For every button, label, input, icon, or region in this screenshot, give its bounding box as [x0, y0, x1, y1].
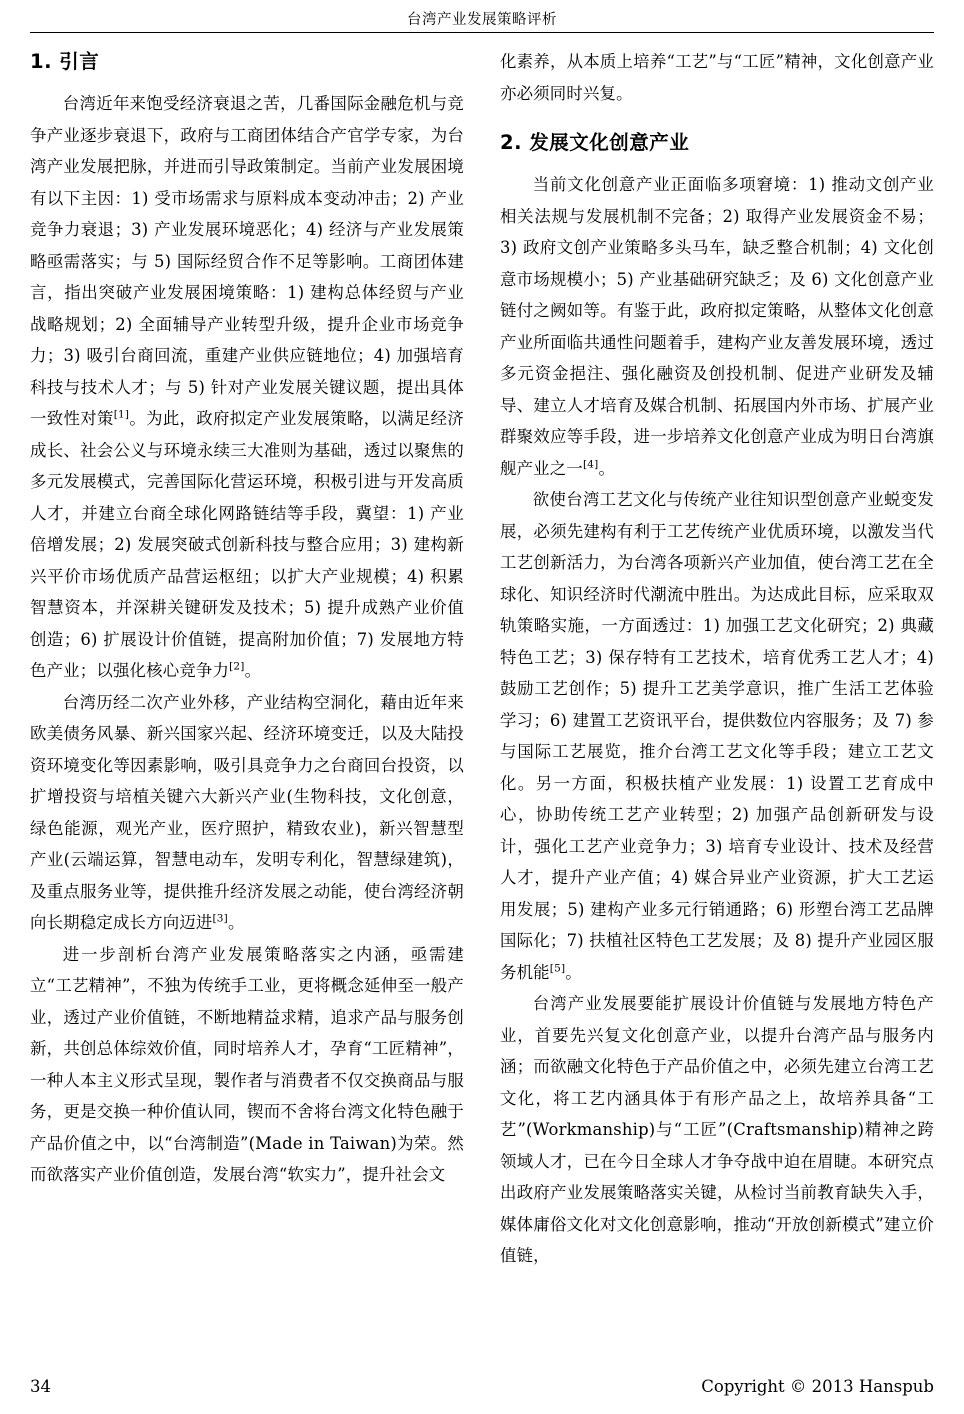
continued-paragraph: 化素养，从本质上培养“工艺”与“工匠”精神，文化创意产业亦必须同时兴复。: [500, 52, 934, 103]
paragraph: 台湾历经二次产业外移，产业结构空洞化，藉由近年来欧美债务风暴、新兴国家兴起、经济环境变迁，以及大陆投资环境变化等因素影响，吸引具竞争力之台商回台投资，以扩增投资与培植关键六大新兴产业(生物科技，文化创意，绿色能源，观光产业，医疗照护，精致农业)，新兴智慧型产业(云端运算，智慧电动车，发明专利化，智慧绿建筑)，及重点服务业等，提供推升经济发展之动能，使台湾经济朝向长期稳定成长方向迈进[3]。: [30, 692, 464, 932]
left-column: [30, 46, 464, 1342]
running-head: 台湾产业发展策略评析: [407, 12, 557, 28]
page-footer: [30, 1377, 934, 1396]
two-column-body: [30, 46, 934, 1342]
paragraph: 当前文化创意产业正面临多项窘境：1) 推动文创产业相关法规与发展机制不完备；2) 取得产业发展资金不易；3) 政府文创产业策略多头马车，缺乏整合机制；4) 文化创意市场规模小；5) 产业基础研究缺乏；及 6) 文化创意产业链付之阙如等。有鉴于此，政府拟定策略，从整体文化创意产业所面临共通性问题着手，建构产业友善发展环境，透过多元资金挹注、强化融资及创投机制、促进产业研发及辅导、建立人才培育及媒合机制、拓展国内外市场、扩展产业群聚效应等手段，进一步培养文化创意产业成为明日台湾旗舰产业之一[4]。: [500, 175, 934, 478]
paragraph: 台湾近年来饱受经济衰退之苦，几番国际金融危机与竞争产业逐步衰退下，政府与工商团体结合产官学专家，为台湾产业发展把脉，并进而引导政策制定。当前产业发展困境有以下主因：1) 受市场需求与原料成本变动冲击；2) 产业竞争力衰退；3) 产业发展环境恶化；4) 经济与产业发展策略亟需落实；与 5) 国际经贸合作不足等影响。工商团体建言，指出突破产业发展困境策略：1) 建构总体经贸与产业战略规划；2) 全面辅导产业转型升级，提升企业市场竞争力；3) 吸引台商回流，重建产业供应链地位；4) 加强培育科技与技术人才；与 5) 针对产业发展关键议题，提出具体一致性对策[1]。为此，政府拟定产业发展策略，以满足经济成长、社会公义与环境永续三大准则为基础，透过以聚焦的多元发展模式，完善国际化营运环境，积极引进与开发高质人才，并建立台商全球化网路链结等手段，冀望：1) 产业倍增发展；2) 发展突破式创新科技与整合应用；3) 建构新兴平价市场优质产品营运枢纽；以扩大产业规模；4) 积累智慧资本，并深耕关键研发及技术；5) 提升成熟产业价值创造；6) 扩展设计价值链，提高附加价值；7) 发展地方特色产业；以强化核心竞争力[2]。: [30, 94, 464, 680]
running-head-rule: [30, 32, 934, 33]
section-heading-introduction: 1. 引言: [30, 50, 100, 73]
page-number: 34: [30, 1377, 51, 1396]
right-column: [500, 46, 934, 1342]
section-heading-cultural-creative-industry: 2. 发展文化创意产业: [500, 131, 690, 154]
copyright-notice: Copyright © 2013 Hanspub: [701, 1377, 934, 1396]
paragraph: 进一步剖析台湾产业发展策略落实之内涵，亟需建立“工艺精神”，不独为传统手工业，更将概念延伸至一般产业，透过产业价值链，不断地精益求精，追求产品与服务创新，共创总体综效价值，同时培养人才，孕育“工匠精神”，一种人本主义形式呈现，製作者与消费者不仅交换商品与服务，更是交换一种价值认同，锲而不舍将台湾文化特色融于产品价值之中，以“台湾制造”(Made in Taiwan)为荣。然而欲落实产业价值创造，发展台湾“软实力”，提升社会文: [30, 944, 464, 1184]
paragraph: 欲使台湾工艺文化与传统产业往知识型创意产业蜕变发展，必须先建构有利于工艺传统产业优质环境，以激发当代工艺创新活力，为台湾各项新兴产业加值，使台湾工艺在全球化、知识经济时代潮流中胜出。为达成此目标，应采取双轨策略实施，一方面透过：1) 加强工艺文化研究；2) 典藏特色工艺；3) 保存特有工艺技术，培育优秀工艺人才；4) 鼓励工艺创作；5) 提升工艺美学意识，推广生活工艺体验学习；6) 建置工艺资讯平台，提供数位内容服务；及 7) 参与国际工艺展览，推介台湾工艺文化等手段；建立工艺文化。另一方面，积极扶植产业发展：1) 设置工艺育成中心，协助传统工艺产业转型；2) 加强产品创新研发与设计，强化工艺产业竞争力；3) 培育专业设计、技术及经营人才，提升产业产值；4) 媒合异业产业资源，扩大工艺运用发展；5) 建构产业多元行销通路；6) 形塑台湾工艺品牌国际化；7) 扶植社区特色工艺发展；及 8) 提升产业园区服务机能[5]。: [500, 490, 934, 982]
paragraph: 台湾产业发展要能扩展设计价值链与发展地方特色产业，首要先兴复文化创意产业，以提升台湾产品与服务内涵；而欲融文化特色于产品价值之中，必须先建立台湾工艺文化，将工艺内涵具体于有形产品之上，故培养具备“工艺”(Workmanship)与“工匠”(Craftsmanship)精神之跨领域人才，已在今日全球人才争夺战中迫在眉睫。本研究点出政府产业发展策略落实关键，从检讨当前教育缺失入手，媒体庸俗文化对文化创意影响，推动“开放创新模式”建立价值链，: [500, 994, 934, 1265]
